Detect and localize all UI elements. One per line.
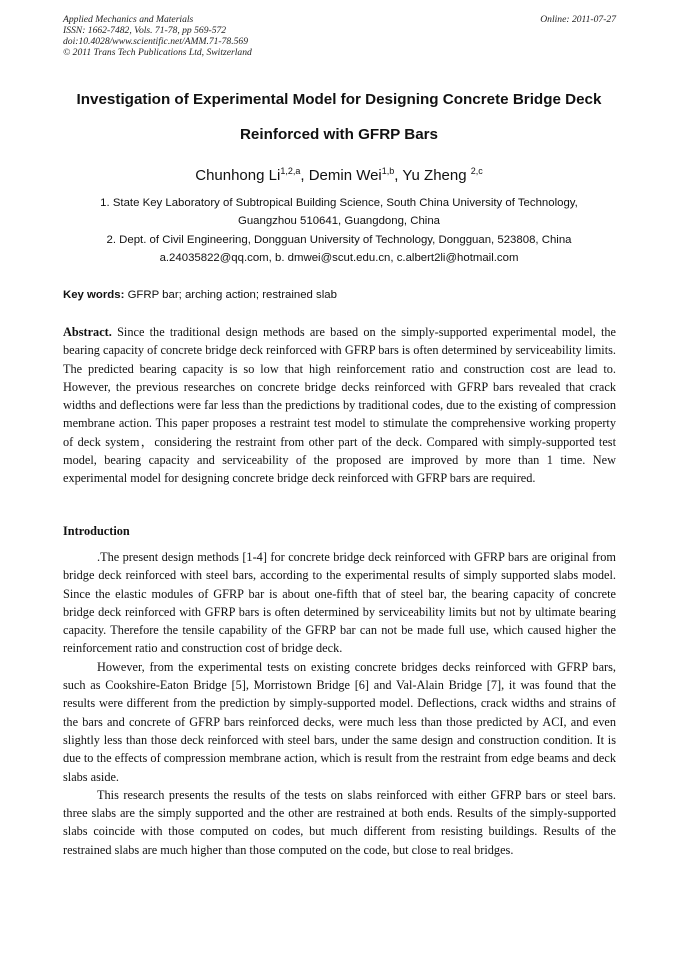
copyright-line: © 2011 Trans Tech Publications Ltd, Switzerland (63, 47, 252, 58)
abstract-text: Since the traditional design methods are based on the simply-supported experimental model, the bearing capacity of concrete bridge deck reinforced with GFRP bars is often determined by serviceability limits. The predicted bearing capacity is so low that high reinforcement ratio and construction cost are lead to. However, the previous researches on concrete bridge decks reinforced with GFRP bars revealed that crack widths and deflections were far less than the predictions by traditional codes, due to the existing of compression membrane action. This paper proposes a restraint test model to stimulate the comprehensive working property of deck system，considering the restraint from other part of the deck. Compared with simply-supported test model, bearing capacity and serviceability of the proposed are improved by more than 1 time. New experimental model for designing concrete bridge deck reinforced with GFRP bars are required. (63, 325, 616, 486)
paper-title-line-1: Investigation of Experimental Model for Designing Concrete Bridge Deck (76, 91, 602, 108)
author-separator: , (300, 167, 309, 184)
author-affiliation-mark: 1,b (381, 166, 395, 176)
journal-header (63, 14, 616, 58)
affiliation-2: 2. Dept. of Civil Engineering, Dongguan University of Technology, Dongguan, 523808, China (106, 234, 572, 246)
online-date: Online: 2011-07-27 (540, 14, 616, 25)
abstract-paragraph (63, 323, 616, 488)
author-emails: a.24035822@qq.com, b. dmwei@scut.edu.cn, c.albert2li@hotmail.com (159, 252, 519, 264)
abstract-label: Abstract. (63, 325, 112, 339)
author-affiliation-mark: 2,c (470, 166, 483, 176)
intro-paragraph-2: However, from the experimental tests on existing concrete bridges decks reinforced with GFRP bars, such as Cookshire-Eaton Bridge [5], Morristown Bridge [6] and Val-Alain Bridge [7], it was found that the results were different from the prediction by simply-supported model. Deflections, crack widths and strains of the bars and concrete of GFRP bars reinforced decks, were much less than those predicted by ACI, and even slightly less than those deck reinforced with steel bars, under the same design and construction condition. It is due to the effects of compression membrane action, which is result from the restraint from edge beams and deck slabs aside. (63, 659, 616, 784)
intro-paragraph-1: .The present design methods [1-4] for concrete bridge deck reinforced with GFRP bars are original from bridge deck reinforced with steel bars, according to the experimental results of simply supported slabs model. Since the elastic modules of GFRP bar is about one-fifth that of steel bar, the bearing capacity of concrete bridge deck reinforced with GFRP bars is often determined by serviceability limits but not by ultimate bearing capacity. Therefore the tensile capability of the GFRP bar can not be made full use, which caused higher the reinforcement ratio and construction cost of bridge deck. (63, 550, 616, 656)
issn-line: ISSN: 1662-7482, Vols. 71-78, pp 569-572 (63, 25, 227, 36)
author-name: Demin Wei (308, 167, 382, 184)
author-name: Yu Zheng (402, 167, 471, 184)
author-name: Chunhong Li (195, 167, 281, 184)
keywords-label: Key words: (63, 289, 125, 301)
author-list (40, 167, 638, 185)
keywords (63, 287, 618, 303)
author-separator: , (394, 167, 403, 184)
intro-paragraph-3: This research presents the results of the tests on slabs reinforced with either GFRP bars or steel bars. three slabs are the simply supported and the other are restrained at both ends. Results of the simply-supported slabs coincide with those computed on codes, but much different from resisting buildings. Results of the restrained slabs are much higher than those computed on the code, but close to real bridges. (63, 787, 616, 857)
affiliation-1-line-2: Guangzhou 510641, Guangdong, China (237, 215, 441, 227)
author-affiliation-mark: 1,2,a (280, 166, 301, 176)
paper-title-line-2: Reinforced with GFRP Bars (239, 126, 439, 143)
affiliation-1-line-1: 1. State Key Laboratory of Subtropical Building Science, South China University of Technology, (100, 197, 578, 209)
doi-line: doi:10.4028/www.scientific.net/AMM.71-78.569 (63, 36, 249, 47)
introduction-heading: Introduction (63, 524, 130, 538)
keywords-text: GFRP bar; arching action; restrained slab (124, 289, 337, 301)
journal-name: Applied Mechanics and Materials (63, 14, 194, 25)
introduction-body (63, 548, 616, 859)
